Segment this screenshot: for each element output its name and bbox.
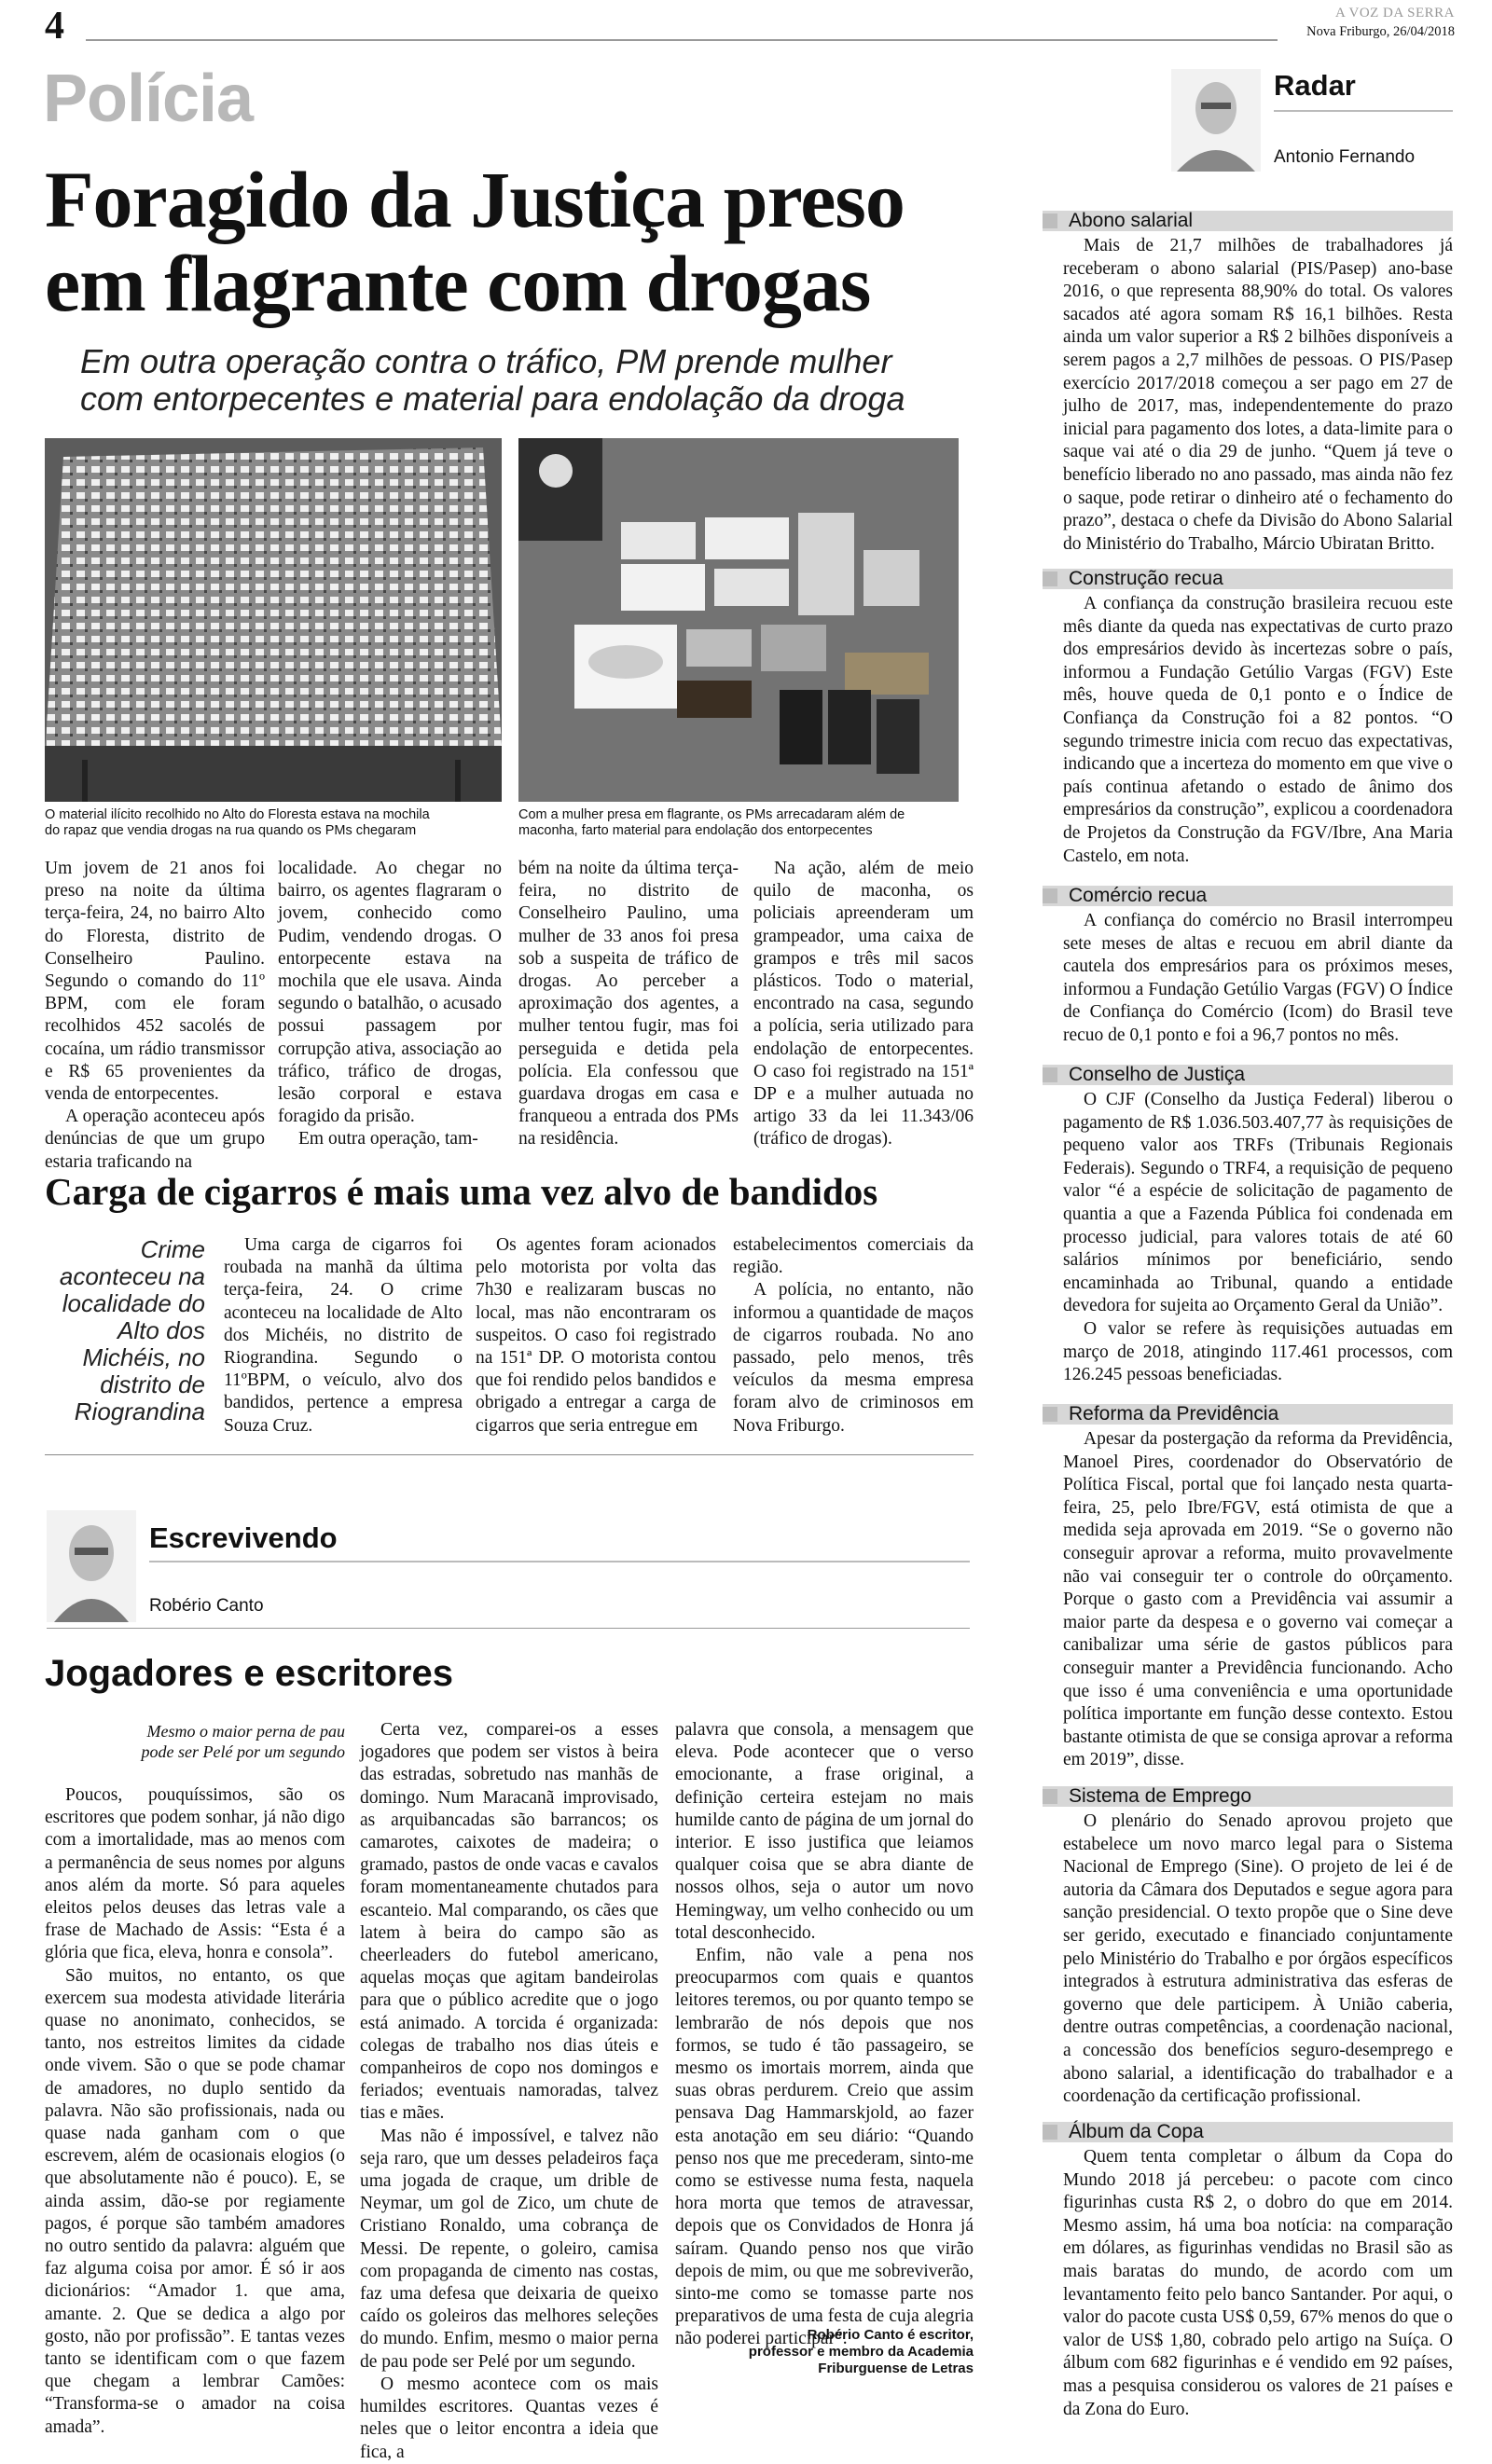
radar-portrait-icon (1171, 69, 1261, 172)
radar-section-2-title: Construção recua (1069, 568, 1223, 589)
radar-section-5-header (1043, 1404, 1453, 1425)
section-marker-icon (1043, 571, 1057, 586)
main-story-col-4 (753, 858, 974, 1152)
photo-seized-material (518, 438, 959, 802)
column-col2-p3: O mesmo acontece com os mais humildes escritores. Quantas vezes é neles que o leitor encontra a ideia que fica, a (360, 2374, 658, 2462)
cig-col3-p1: estabelecimentos comerciais da região. (733, 1235, 974, 1278)
header-rule (86, 39, 1278, 41)
bio-line-1: Robério Canto é escritor, (807, 2327, 974, 2343)
photo-drug-packets-image (45, 438, 502, 802)
main-col4-p1: Na ação, além de meio quilo de maconha, os policiais apreenderam um grampeador, uma caixa de grampos e três mil sacos plásticos. Todo o material, encontrado na casa, segundo a polícia, seria utilizado para endolação de entorpecentes. O caso foi registrado na 151ª DP e a mulher autuada no artigo 33 da lei 11.343/06 (tráfico de drogas). (753, 859, 974, 1149)
radar-section-4-header (1043, 1065, 1453, 1085)
radar-author: Antonio Fernando (1274, 147, 1416, 167)
radar-s6-p1: O plenário do Senado aprovou projeto que estabelece um novo marco legal para o Sistema Nacional de Emprego (Sine). O projeto de lei é de autoria da Câmara dos Deputados e segue agora para sanção presidencial. O texto propõe que o Sine deve ser gerido, executado e financiado conjuntamente pelo Ministério do Trabalho e por órgãos específicos integrados à estrutura administrativa das esferas de governo que dele participem. À União caberia, dentre outras competências, a coordenação nacional, a concessão dos benefícios seguro-desemprego e abono salarial, a identificação do trabalhador e a coordenação da certificação profissional. (1063, 1811, 1453, 2107)
radar-section-2-body (1063, 593, 1453, 868)
bio-line-2: professor e membro da Academia (748, 2344, 974, 2360)
cigarette-bottom-rule (45, 1454, 974, 1455)
radar-section-3-body (1063, 910, 1453, 1048)
columnist-photo-antonio (1171, 69, 1261, 172)
column-col1-p1: Poucos, pouquíssimos, são os escritores que podem sonhar, já não digo com a imortalidade, mas ao menos com a permanência de seus nomes por alguns anos além da morte. Só para aqueles eleitos pelos deuses das letras vale a frase de Machado de Assis: “Esta é a glória que fica, eleva, honra e consola”. (45, 1785, 345, 1963)
main-subhead-2: com entorpecentes e material para endolação da droga (80, 379, 905, 418)
columnist-photo-roberio (47, 1510, 136, 1622)
column-col-2 (360, 1719, 658, 2462)
radar-section-3-header (1043, 886, 1453, 906)
radar-section-7-body (1063, 2146, 1453, 2419)
cigarette-headline: Carga de cigarros é mais uma vez alvo de bandidos (45, 1170, 878, 1213)
main-headline-2: em flagrante com drogas (45, 239, 871, 328)
bio-line-3: Friburguense de Letras (818, 2361, 974, 2376)
photo2-caption: Com a mulher presa em flagrante, os PMs arrecadaram além de maconha, farto material para endolação dos entorpecentes (518, 807, 905, 838)
radar-s7-p1: Quem tenta completar o álbum da Copa do Mundo 2018 já percebeu: o pacote com cinco figurinhas custa R$ 2, o dobro do que em 2014. Mesmo assim, há uma boa notícia: na comparação em dólares, as figurinhas vendidas no Brasil são as mais baratas do mundo, de acordo com um levantamento feito pelo banco Santander. Por aqui, o valor do pacote custa US$ 0,59, 67% menos do que o valor de US$ 1,80, cobrado pelo artigo na Suíça. O álbum com 682 figurinhas e é vendido em 92 países, mas a pesquisa considerou os valores de 21 países e da Zona do Euro. (1063, 2147, 1453, 2419)
section-marker-icon (1043, 213, 1057, 228)
radar-s3-p1: A confiança do comércio no Brasil interrompeu sete meses de altas e recuou em abril diante da cautela dos empresários para os próximos meses, informou a Fundação Getúlio Vargas (FGV) O Índice de Confiança do Comércio (Icom) do Brasil teve recuo de 0,1 ponto e foi a 96,7 pontos no mês. (1063, 911, 1453, 1045)
cig-col2-p1: Os agentes foram acionados pelo motorista por volta das 7h30 e realizaram buscas no local, mas não encontraram os suspeitos. O caso foi registrado na 151ª DP. O motorista contou que foi rendido pelos bandidos e obrigado a entregar a carga de cigarros que seria entregue em (476, 1235, 716, 1436)
page-number: 4 (45, 5, 64, 48)
photo-seized-material-image (518, 438, 959, 802)
radar-section-6-body (1063, 1810, 1453, 2109)
main-col1-p2: A operação aconteceu após denúncias de que um grupo estaria traficando na (45, 1107, 265, 1172)
radar-s5-p1: Apesar da postergação da reforma da Previdência, Manoel Pires, coordenador do Observatório de Política Fiscal, portal que foi lançado nesta quarta-feira, 25, pelo Ibre/FGV, está otimista de que a medida seja aprovada em 2019. “Se o governo não conseguir aprovar a reforma, muito provavelmente não vai conseguir ter o controle do o0rçamento. Porque o gasto com a Previdência vai assumir a maior parte da despesa e o governo vai começar a canibalizar uma série de gastos públicos para conseguir manter a Previdência funcionando. Acho que isso é uma conveniência e uma oportunidade política importante em função desse contexto. Estou bastante otimista de que se consiga aprovar a reforma em 2019”, disse. (1063, 1429, 1454, 1770)
section-marker-icon (1043, 1067, 1057, 1082)
main-subhead-1: Em outra operação contra o tráfico, PM prende mulher (80, 342, 892, 380)
radar-section-1-body (1063, 235, 1453, 556)
date-line: Nova Friburgo, 26/04/2018 (1306, 24, 1455, 39)
photo1-caption: O material ilícito recolhido no Alto do Floresta estava na mochila do rapaz que vendia drogas na rua quando os PMs chegaram (45, 807, 430, 838)
radar-section-6-title: Sistema de Emprego (1069, 1785, 1252, 1807)
main-col3-p1: bém na noite da última terça-feira, no distrito de Conselheiro Paulino, uma mulher de 33 anos foi presa sob a suspeita de tráfico de drogas. Ao perceber a aproximação dos agentes, a mulher tentou fugir, mas foi perseguida e detida pela polícia. Ela confessou que guardava drogas em casa e franqueou a entrada dos PMs na residência. (518, 859, 739, 1149)
radar-section-4-body (1063, 1089, 1453, 1387)
column-epigraph-2: pode ser Pelé por um segundo (141, 1742, 345, 1761)
section-marker-icon (1043, 2125, 1057, 2140)
radar-section-5-title: Reforma da Previdência (1069, 1403, 1279, 1425)
cig-col1-p1: Uma carga de cigarros foi roubada na manhã da última terça-feira, 24. O crime aconteceu na localidade de Alto dos Michéis, no distrito de Riograndina. Segundo o 11ºBPM, o veículo, alvo dos bandidos, pertence a empresa Souza Cruz. (224, 1235, 463, 1436)
photo-drug-packets (45, 438, 502, 802)
section-marker-icon (1043, 888, 1057, 903)
radar-s2-p1: A confiança da construção brasileira recuou este mês diante da queda nas expectativas de curto prazo dos empresários devido às incertezas sobre o país, informou a Fundação Getúlio Vargas (FGV) Este mês, houve queda de 0,1 ponto e o Índice de Confiança da Construção foi a 82 pontos. “O segundo trimestre inicia com recuo das expectativas, indicando que a incerteza do momento em que vive o país continua afetando o estado de ânimo dos empresários da construção”, explicou a coordenadora de Projetos da Construção da FGV/Ibre, Ana Maria Castelo, em nota. (1063, 594, 1453, 866)
radar-section-3-title: Comércio recua (1069, 885, 1208, 906)
cigarette-col-1 (224, 1234, 463, 1449)
main-col1-p1: Um jovem de 21 anos foi preso na noite da última terça-feira, 24, no bairro Alto do Floresta, distrito de Conselheiro Paulino. Segundo o comando do 11º BPM, com ele foram recolhidos 452 sacolés de cocaína, um rádio transmissor e R$ 65 provenientes da venda de entorpecentes. (45, 859, 265, 1105)
radar-section-1-title: Abono salarial (1069, 210, 1194, 231)
radar-section-6-header (1043, 1786, 1453, 1807)
column-name-rule (149, 1561, 970, 1562)
column-col3-p1: palavra que consola, a mensagem que eleva. Pode acontecer que o verso emocionante, a frase original, a definição certeira estejam no mais humilde canto de página de um jornal do interior. E isso justifica que leiamos qualquer coisa que se abra diante de nossos olhos, seja o autor um novo Hemingway, um velho conhecido ou um total desconhecido. (675, 1720, 974, 1943)
column-col3-p2: Enfim, não vale a pena nos preocuparmos com quais e quantos leitores teremos, ou por quanto tempo se lembrarão de nós depois que nos formos, se tudo é tão passageiro, se mesmo os imortais morrem, ainda que suas obras perdurem. Creio que assim pensava Dag Hammarskjold, ao fazer esta anotação em seu diário: “Quando penso nos que me precederam, sinto-me como se estivesse numa festa, naquela hora morta que temos de atravessar, depois que os Convidados de Honra já saíram. Quando penso nos que virão depois de mim, ou que me sobreviverão, sinto-me como se tomasse parte nos preparativos de uma festa de cuja alegria não poderei participar”. (675, 1946, 974, 2349)
columnist-bio (675, 2327, 974, 2377)
paper-name: A VOZ DA SERRA (1335, 6, 1455, 21)
main-col2-p2: Em outra operação, tam- (298, 1129, 478, 1149)
section-marker-icon (1043, 1789, 1057, 1804)
columnist-portrait-icon (47, 1510, 136, 1622)
main-story-col-2 (278, 858, 502, 1152)
section-marker-icon (1043, 1407, 1057, 1422)
radar-section-4-title: Conselho de Justiça (1069, 1064, 1246, 1085)
main-col2-p1: localidade. Ao chegar no bairro, os agentes flagraram o jovem, conhecido como Pudim, vendendo drogas. O entorpecente estava na mochila que ele usava. Ainda segundo o batalhão, o acusado possui passagem por corrupção ativa, associação ao tráfico, tráfico de drogas, lesão corporal e estava foragido da prisão. (278, 859, 502, 1127)
column-name: Escrevivendo (149, 1521, 338, 1554)
column-epigraph-1: Mesmo o maior perna de pau (146, 1722, 345, 1741)
radar-section-1-header (1043, 211, 1453, 231)
column-col-1 (45, 1784, 345, 2437)
radar-name: Radar (1274, 69, 1356, 102)
column-title: Jogadores e escritores (45, 1653, 453, 1694)
column-col1-p2: São muitos, no entanto, os que exercem sua modesta atividade literária quase no anonimato, conhecidos, se tanto, nos estreitos limites da cidade onde vivem. São o que se pode chamar de amadores, no duplo sentido da palavra. Não são profissionais, nada ou quase nada ganham com o que escrevem, além de ocasionais elogios (o que absolutamente não é pouco). E, se ainda assim, dão-se por regiamente pagos, é porque são também amadores no outro sentido da palavra: alguém que faz alguma coisa por amor. É só ir aos dicionários: “Amador 1. que ama, amante. 2. Que se dedica a algo por gosto, não por profissão”. E tantas vezes tanto se identificam com o que fazem que chegam a lembrar Camões: “Transforma-se o amador na coisa amada”. (45, 1965, 345, 2437)
column-author: Robério Canto (149, 1596, 264, 1616)
radar-section-2-header (1043, 569, 1453, 589)
radar-name-rule (1274, 110, 1453, 112)
cigarette-pullquote: Crime aconteceu na localidade do Alto dos Michéis, no distrito de Riograndina (59, 1235, 205, 1425)
radar-section-7-title: Álbum da Copa (1069, 2121, 1204, 2142)
column-header-bottom-rule (47, 1628, 970, 1629)
main-story-col-1 (45, 858, 265, 1172)
section-label: Polícia (43, 62, 254, 136)
radar-section-5-body (1063, 1428, 1453, 1772)
radar-section-7-header (1043, 2122, 1453, 2142)
cigarette-col-3 (733, 1234, 974, 1449)
cigarette-col-2 (476, 1234, 716, 1449)
radar-s1-p1: Mais de 21,7 milhões de trabalhadores já receberam o abono salarial (PIS/Pasep) ano-base 2016, o que representa 88,90% do total. Os valores sacados até agora somam R$ 16,1 bilhões. Resta ainda um valor superior a R$ 2 bilhões disponíveis a serem pagos a 2,7 milhões de pessoas. O PIS/Pasep exercício 2017/2018 começou a ser pago em 27 de julho de 2017, mas, independentemente do prazo inicial para pagamento dos lotes, a data-limite para o saque vai até o dia 29 de junho. “Quem já teve o benefício liberado no ano passado, mas ainda não fez o saque, pode retirar o dinheiro até o fechamento do prazo”, destaca o chefe da Divisão do Abono Salarial do Ministério do Trabalho, Márcio Ubiratan Britto. (1063, 236, 1453, 554)
cig-col3-p2: A polícia, no entanto, não informou a quantidade de maços de cigarros roubada. No ano passado, pelo menos, três veículos da mesma empresa foram alvo de criminosos em Nova Friburgo. (733, 1280, 974, 1436)
column-col2-p1: Certa vez, comparei-os a esses jogadores que podem ser vistos à beira das estradas, sobretudo nas manhãs de domingo. Num Maracanã improvisado, as arquibancadas são barrancos; os camarotes, caixotes de madeira; o gramado, pastos de onde vacas e cavalos foram momentaneamente chutados para escanteio. Mal comparando, os cães que latem à beira do campo são as cheerleaders do futebol americano, aquelas moças que agitam bandeirolas para que o público acredite que o jogo está animado. A torcida é organizada: colegas de trabalho nos dias úteis e companheiros de copo nos domingos e feriados; eventuais namoradas, talvez tias e mães. (360, 1720, 658, 2124)
radar-s4-p2: O valor se refere às requisições autuadas em março de 2018, atingindo 117.461 processos, com 126.245 pessoas beneficiadas. (1063, 1318, 1453, 1385)
radar-s4-p1: O CJF (Conselho da Justiça Federal) liberou o pagamento de R$ 1.036.503.407,77 às requisições de pequeno valor aos TRFs (Tribunais Regionais Federais). Segundo o TRF4, a requisição de pequeno valor “é a espécie de solicitação de pagamento de quantia a que a Fazenda Pública foi condenada em processo judicial, para valores totais de até 60 salários mínimos por beneficiário, sendo encaminhada ao Tribunal, quando a entidade devedora for sujeita ao Orçamento Geral da União”. (1063, 1090, 1453, 1316)
main-headline-1: Foragido da Justiça preso (45, 155, 905, 244)
main-story-col-3 (518, 858, 739, 1152)
column-col2-p2: Mas não é impossível, e talvez não seja raro, que um desses peladeiros faça uma jogada de craque, um drible de Neymar, um gol de Zico, um chute de Cristiano Ronaldo, uma cobrança de Messi. De repente, o goleiro, camisa com propaganda de cimento nas costas, faz uma defesa que deixaria de queixo caído os goleiros das melhores seleções do mundo. Enfim, mesmo o maior perna de pau pode ser Pelé por um segundo. (360, 2126, 658, 2372)
